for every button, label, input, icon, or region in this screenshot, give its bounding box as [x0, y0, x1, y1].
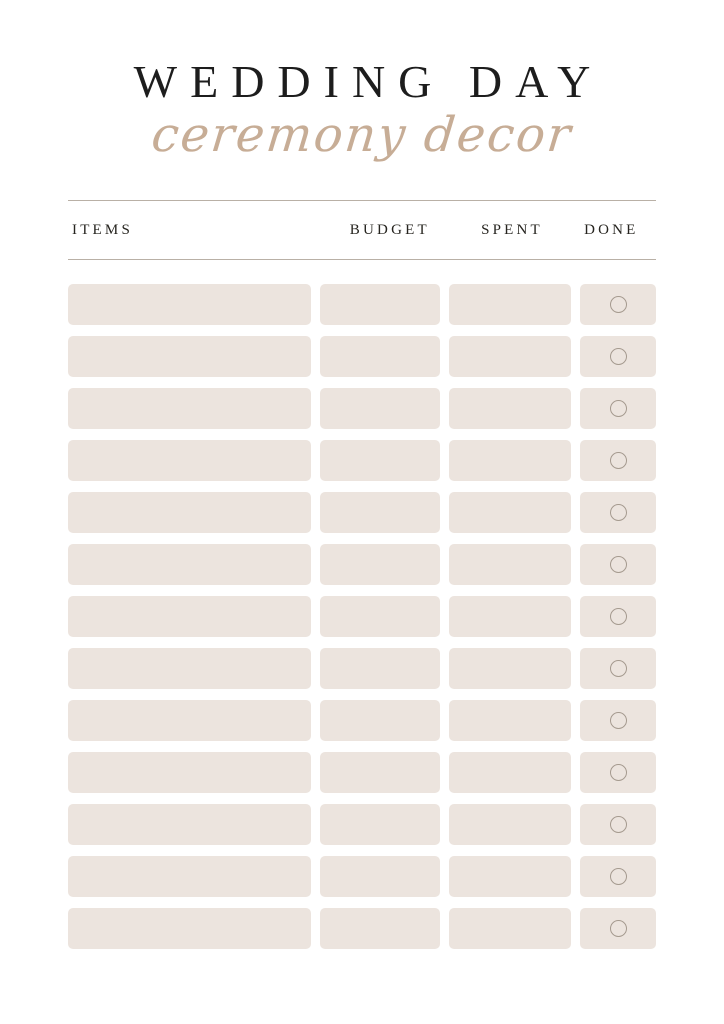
item-field[interactable]	[68, 440, 311, 481]
circle-checkbox-icon[interactable]	[610, 816, 627, 833]
column-header-spent: SPENT	[481, 221, 543, 238]
budget-field[interactable]	[320, 596, 441, 637]
spent-field[interactable]	[449, 388, 571, 429]
item-field[interactable]	[68, 284, 311, 325]
circle-checkbox-icon[interactable]	[610, 348, 627, 365]
done-cell[interactable]	[580, 648, 656, 689]
budget-field[interactable]	[320, 492, 441, 533]
item-field[interactable]	[68, 908, 311, 949]
table-row	[68, 284, 656, 325]
table-row	[68, 648, 656, 689]
done-cell[interactable]	[580, 388, 656, 429]
table-row	[68, 492, 656, 533]
table-header-row	[68, 201, 656, 259]
circle-checkbox-icon[interactable]	[610, 712, 627, 729]
budget-field[interactable]	[320, 648, 441, 689]
spent-field[interactable]	[449, 908, 571, 949]
item-field[interactable]	[68, 752, 311, 793]
budget-field[interactable]	[320, 388, 441, 429]
done-cell[interactable]	[580, 856, 656, 897]
spent-field[interactable]	[449, 492, 571, 533]
circle-checkbox-icon[interactable]	[610, 920, 627, 937]
done-cell[interactable]	[580, 596, 656, 637]
page-subtitle: ceremony decor	[149, 107, 576, 164]
column-header-budget: BUDGET	[349, 221, 430, 238]
spent-field[interactable]	[449, 596, 571, 637]
circle-checkbox-icon[interactable]	[610, 504, 627, 521]
budget-field[interactable]	[320, 440, 441, 481]
item-field[interactable]	[68, 336, 311, 377]
table-row	[68, 336, 656, 377]
item-field[interactable]	[68, 648, 311, 689]
item-field[interactable]	[68, 388, 311, 429]
done-cell[interactable]	[580, 752, 656, 793]
spent-field[interactable]	[449, 752, 571, 793]
item-field[interactable]	[68, 492, 311, 533]
done-cell[interactable]	[580, 440, 656, 481]
table-row	[68, 440, 656, 481]
table-row	[68, 804, 656, 845]
spent-field[interactable]	[449, 648, 571, 689]
table-row	[68, 544, 656, 585]
done-cell[interactable]	[580, 284, 656, 325]
table-row	[68, 856, 656, 897]
table-row	[68, 752, 656, 793]
budget-field[interactable]	[320, 804, 441, 845]
spent-field[interactable]	[449, 856, 571, 897]
spent-field[interactable]	[449, 336, 571, 377]
budget-table	[68, 200, 656, 960]
page-title: WEDDING DAY	[133, 56, 604, 107]
done-cell[interactable]	[580, 544, 656, 585]
spent-field[interactable]	[449, 440, 571, 481]
table-body	[68, 260, 656, 949]
item-field[interactable]	[68, 700, 311, 741]
done-cell[interactable]	[580, 492, 656, 533]
budget-field[interactable]	[320, 700, 441, 741]
budget-field[interactable]	[320, 544, 441, 585]
circle-checkbox-icon[interactable]	[610, 400, 627, 417]
column-header-items: ITEMS	[72, 221, 133, 238]
done-cell[interactable]	[580, 700, 656, 741]
circle-checkbox-icon[interactable]	[610, 608, 627, 625]
circle-checkbox-icon[interactable]	[610, 660, 627, 677]
item-field[interactable]	[68, 544, 311, 585]
done-cell[interactable]	[580, 908, 656, 949]
item-field[interactable]	[68, 804, 311, 845]
page-header	[0, 0, 724, 163]
budget-field[interactable]	[320, 908, 441, 949]
circle-checkbox-icon[interactable]	[610, 868, 627, 885]
done-cell[interactable]	[580, 804, 656, 845]
item-field[interactable]	[68, 596, 311, 637]
column-header-done: DONE	[584, 221, 639, 238]
table-row	[68, 388, 656, 429]
spent-field[interactable]	[449, 544, 571, 585]
item-field[interactable]	[68, 856, 311, 897]
budget-field[interactable]	[320, 856, 441, 897]
circle-checkbox-icon[interactable]	[610, 452, 627, 469]
budget-field[interactable]	[320, 336, 441, 377]
table-row	[68, 596, 656, 637]
table-row	[68, 700, 656, 741]
budget-field[interactable]	[320, 752, 441, 793]
circle-checkbox-icon[interactable]	[610, 296, 627, 313]
budget-field[interactable]	[320, 284, 441, 325]
circle-checkbox-icon[interactable]	[610, 556, 627, 573]
table-row	[68, 908, 656, 949]
circle-checkbox-icon[interactable]	[610, 764, 627, 781]
spent-field[interactable]	[449, 284, 571, 325]
done-cell[interactable]	[580, 336, 656, 377]
spent-field[interactable]	[449, 700, 571, 741]
spent-field[interactable]	[449, 804, 571, 845]
